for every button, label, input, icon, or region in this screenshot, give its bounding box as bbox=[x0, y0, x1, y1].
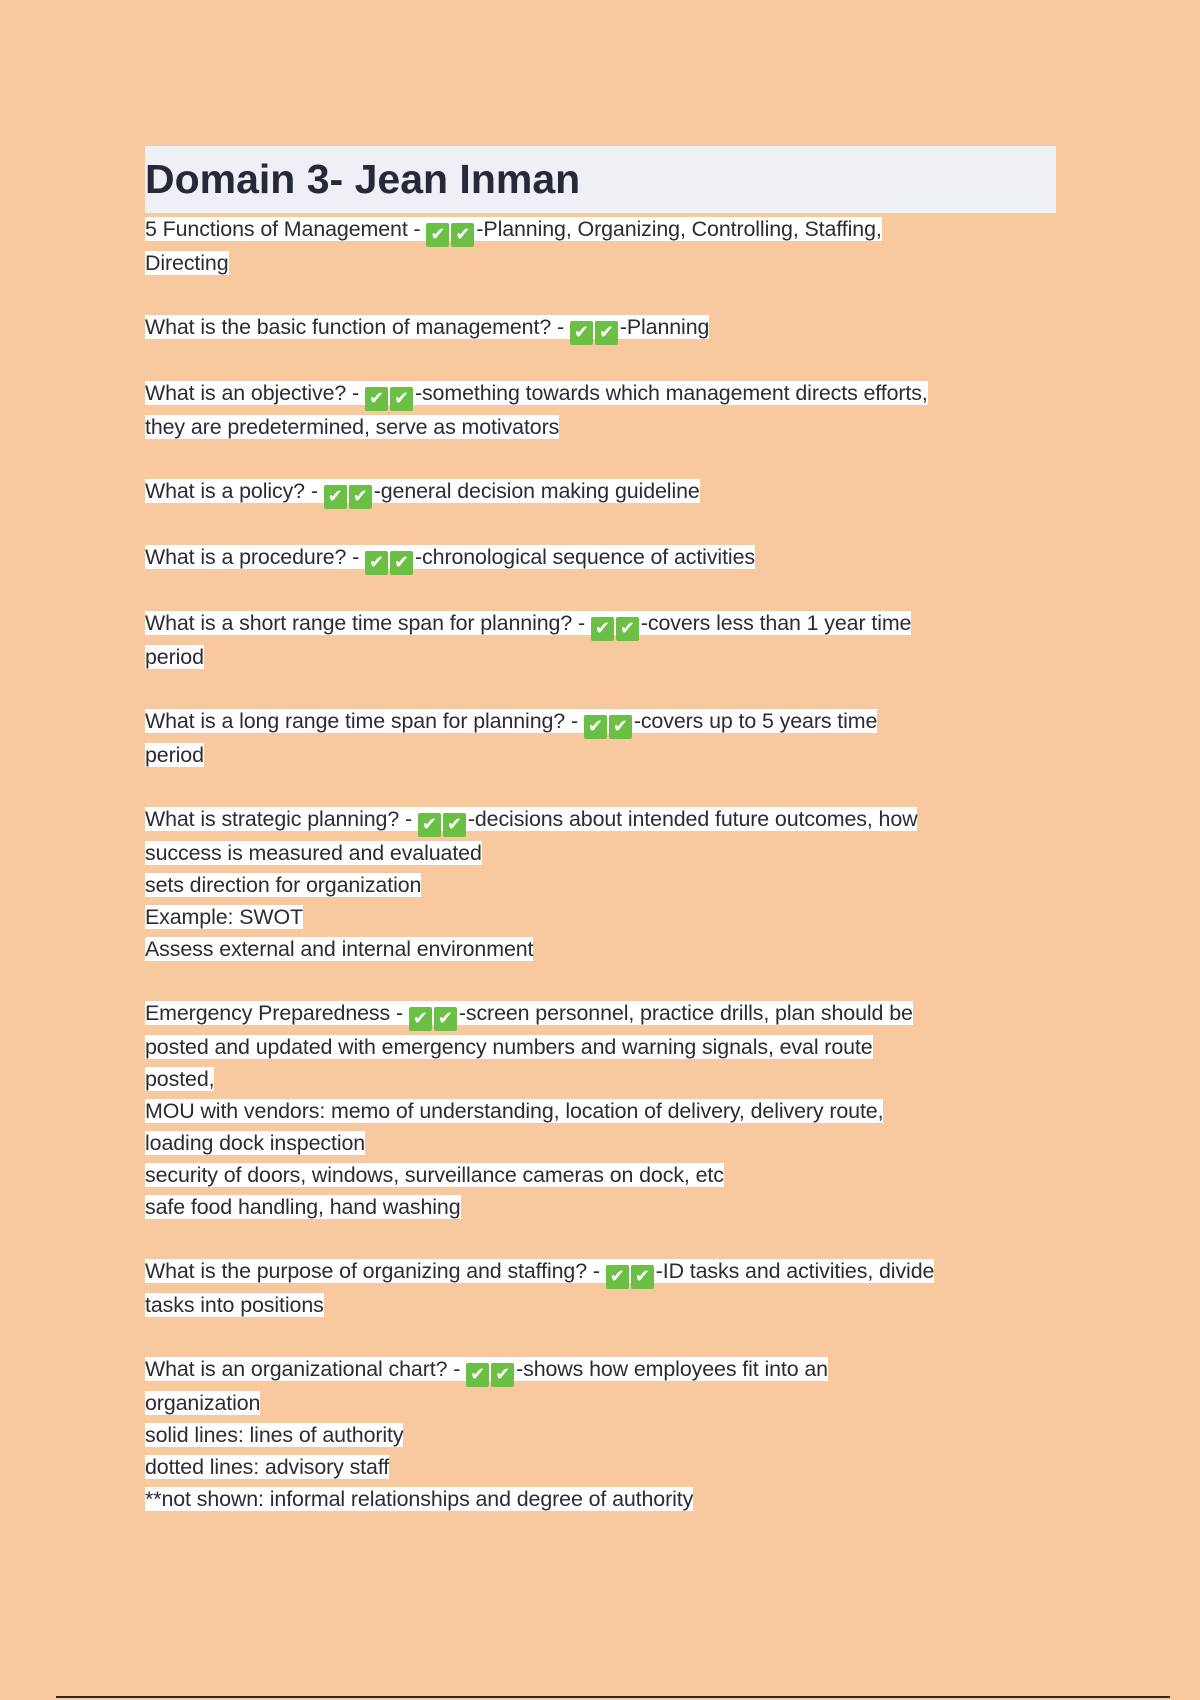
check-mark-icon: ✔ bbox=[365, 387, 388, 411]
answer-text: success is measured and evaluated bbox=[145, 841, 482, 865]
check-mark-icon: ✔ bbox=[491, 1363, 514, 1387]
answer-line bbox=[145, 1031, 1055, 1063]
answer-line bbox=[145, 901, 1055, 933]
check-mark-icon: ✔ bbox=[349, 485, 372, 509]
highlighted-text bbox=[145, 743, 204, 767]
page-bottom-rule bbox=[56, 1696, 1170, 1698]
answer-text: -something towards which management directs efforts, bbox=[414, 381, 928, 405]
answer-line bbox=[145, 1419, 1055, 1451]
check-mark-icon: ✔ bbox=[443, 813, 466, 837]
answer-line bbox=[145, 1127, 1055, 1159]
highlighted-text bbox=[145, 251, 229, 275]
answer-line bbox=[145, 869, 1055, 901]
highlighted-text bbox=[145, 1487, 693, 1511]
highlighted-text bbox=[145, 1035, 873, 1059]
highlighted-text bbox=[145, 841, 482, 865]
check-mark-icon: ✔ bbox=[390, 387, 413, 411]
answer-text: dotted lines: advisory staff bbox=[145, 1455, 390, 1479]
answer-line bbox=[145, 1483, 1055, 1515]
highlighted-text bbox=[145, 611, 912, 639]
highlighted-text bbox=[145, 1099, 883, 1123]
answer-line bbox=[145, 1387, 1055, 1419]
flashcard-entry bbox=[145, 1255, 1055, 1321]
highlighted-text bbox=[145, 1293, 324, 1317]
highlighted-text bbox=[145, 1195, 461, 1219]
highlighted-text bbox=[145, 415, 559, 439]
highlighted-text bbox=[145, 1131, 365, 1155]
answer-text: sets direction for organization bbox=[145, 873, 422, 897]
highlighted-text bbox=[145, 905, 303, 929]
flashcard-entry bbox=[145, 311, 1055, 345]
check-mark-icon: ✔ bbox=[584, 715, 607, 739]
question-text: Emergency Preparedness - bbox=[145, 1001, 409, 1025]
question-text: What is a procedure? - bbox=[145, 545, 366, 569]
question-line bbox=[145, 1255, 1055, 1289]
check-mark-icon: ✔ bbox=[591, 617, 614, 641]
answer-text: security of doors, windows, surveillance cameras on dock, etc bbox=[145, 1163, 724, 1187]
check-mark-icon: ✔ bbox=[409, 1007, 432, 1031]
answer-line bbox=[145, 1063, 1055, 1095]
question-text: What is a long range time span for planning? - bbox=[145, 709, 584, 733]
check-mark-icon: ✔ bbox=[570, 321, 593, 345]
answer-text: organization bbox=[145, 1391, 261, 1415]
answer-text: MOU with vendors: memo of understanding, location of delivery, delivery route, bbox=[145, 1099, 884, 1123]
question-line bbox=[145, 803, 1055, 837]
answer-line bbox=[145, 837, 1055, 869]
flashcard-entry bbox=[145, 803, 1055, 965]
answer-text: -chronological sequence of activities bbox=[415, 545, 755, 569]
answer-text: solid lines: lines of authority bbox=[145, 1423, 404, 1447]
answer-line bbox=[145, 933, 1055, 965]
check-mark-icon: ✔ bbox=[434, 1007, 457, 1031]
answer-text: -covers up to 5 years time bbox=[633, 709, 878, 733]
flashcard-entry bbox=[145, 1353, 1055, 1515]
highlighted-text bbox=[145, 1163, 724, 1187]
highlighted-text bbox=[145, 1259, 935, 1287]
check-mark-icon: ✔ bbox=[324, 485, 347, 509]
check-mark-icon: ✔ bbox=[606, 1265, 629, 1289]
highlighted-text bbox=[145, 1423, 403, 1447]
check-mark-icon: ✔ bbox=[616, 617, 639, 641]
answer-text: tasks into positions bbox=[145, 1293, 324, 1317]
answer-text: -ID tasks and activities, divide bbox=[655, 1259, 935, 1283]
answer-text: -Planning bbox=[619, 315, 710, 339]
highlighted-text bbox=[145, 1391, 260, 1415]
answer-line bbox=[145, 1159, 1055, 1191]
question-line bbox=[145, 377, 1055, 411]
highlighted-text bbox=[145, 479, 700, 507]
check-mark-icon: ✔ bbox=[609, 715, 632, 739]
answer-text: -shows how employees fit into an bbox=[516, 1357, 828, 1381]
check-mark-icon: ✔ bbox=[451, 223, 474, 247]
answer-text: Directing bbox=[145, 251, 229, 275]
flashcard-entry bbox=[145, 997, 1055, 1223]
highlighted-text bbox=[145, 709, 878, 737]
answer-line bbox=[145, 411, 1055, 443]
highlighted-text bbox=[145, 1067, 214, 1091]
answer-text: period bbox=[145, 743, 204, 767]
answer-text: -Planning, Organizing, Controlling, Staffing, bbox=[476, 217, 882, 241]
flashcard-entry bbox=[145, 705, 1055, 771]
question-line bbox=[145, 997, 1055, 1031]
question-line bbox=[145, 541, 1055, 575]
title-band bbox=[145, 146, 1056, 213]
flashcard-entry bbox=[145, 607, 1055, 673]
check-mark-icon: ✔ bbox=[390, 551, 413, 575]
check-mark-icon: ✔ bbox=[418, 813, 441, 837]
question-line bbox=[145, 1353, 1055, 1387]
answer-line bbox=[145, 641, 1055, 673]
answer-line bbox=[145, 247, 1055, 279]
question-text: What is an objective? - bbox=[145, 381, 365, 405]
question-text: What is the basic function of management? - bbox=[145, 315, 570, 339]
highlighted-text bbox=[145, 315, 710, 343]
highlighted-text bbox=[145, 1001, 913, 1029]
flashcard-entry bbox=[145, 377, 1055, 443]
highlighted-text bbox=[145, 645, 204, 669]
answer-text: they are predetermined, serve as motivators bbox=[145, 415, 560, 439]
question-line bbox=[145, 475, 1055, 509]
check-mark-icon: ✔ bbox=[595, 321, 618, 345]
flashcard-entry bbox=[145, 213, 1055, 279]
question-text: What is an organizational chart? - bbox=[145, 1357, 467, 1381]
highlighted-text bbox=[145, 1455, 389, 1479]
answer-text: -covers less than 1 year time bbox=[640, 611, 912, 635]
highlighted-text bbox=[145, 217, 882, 245]
highlighted-text bbox=[145, 545, 755, 573]
answer-text: loading dock inspection bbox=[145, 1131, 366, 1155]
check-mark-icon: ✔ bbox=[466, 1363, 489, 1387]
flashcard-list bbox=[145, 213, 1055, 1515]
highlighted-text bbox=[145, 807, 918, 835]
answer-text: -decisions about intended future outcomes, how bbox=[467, 807, 918, 831]
answer-text: **not shown: informal relationships and degree of authority bbox=[145, 1487, 694, 1511]
answer-line bbox=[145, 1095, 1055, 1127]
check-mark-icon: ✔ bbox=[426, 223, 449, 247]
answer-text: -general decision making guideline bbox=[373, 479, 700, 503]
question-text: What is strategic planning? - bbox=[145, 807, 418, 831]
answer-text: period bbox=[145, 645, 204, 669]
check-mark-icon: ✔ bbox=[365, 551, 388, 575]
answer-text: Assess external and internal environment bbox=[145, 937, 534, 961]
highlighted-text bbox=[145, 873, 421, 897]
question-line bbox=[145, 607, 1055, 641]
answer-text: safe food handling, hand washing bbox=[145, 1195, 461, 1219]
highlighted-text bbox=[145, 937, 533, 961]
flashcard-entry bbox=[145, 541, 1055, 575]
question-text: What is the purpose of organizing and staffing? - bbox=[145, 1259, 606, 1283]
question-text: What is a short range time span for planning? - bbox=[145, 611, 591, 635]
check-mark-icon: ✔ bbox=[631, 1265, 654, 1289]
page-title: Domain 3- Jean Inman bbox=[145, 156, 581, 202]
flashcard-entry bbox=[145, 475, 1055, 509]
answer-text: Example: SWOT bbox=[145, 905, 303, 929]
question-text: 5 Functions of Management - bbox=[145, 217, 427, 241]
question-line bbox=[145, 705, 1055, 739]
answer-line bbox=[145, 739, 1055, 771]
question-text: What is a policy? - bbox=[145, 479, 324, 503]
answer-text: -screen personnel, practice drills, plan should be bbox=[458, 1001, 913, 1025]
question-line bbox=[145, 213, 1055, 247]
question-line bbox=[145, 311, 1055, 345]
answer-line bbox=[145, 1191, 1055, 1223]
answer-text: posted and updated with emergency numbers and warning signals, eval route bbox=[145, 1035, 873, 1059]
answer-text: posted, bbox=[145, 1067, 215, 1091]
answer-line bbox=[145, 1451, 1055, 1483]
document-page bbox=[145, 146, 1055, 1547]
highlighted-text bbox=[145, 1357, 828, 1385]
answer-line bbox=[145, 1289, 1055, 1321]
highlighted-text bbox=[145, 381, 928, 409]
